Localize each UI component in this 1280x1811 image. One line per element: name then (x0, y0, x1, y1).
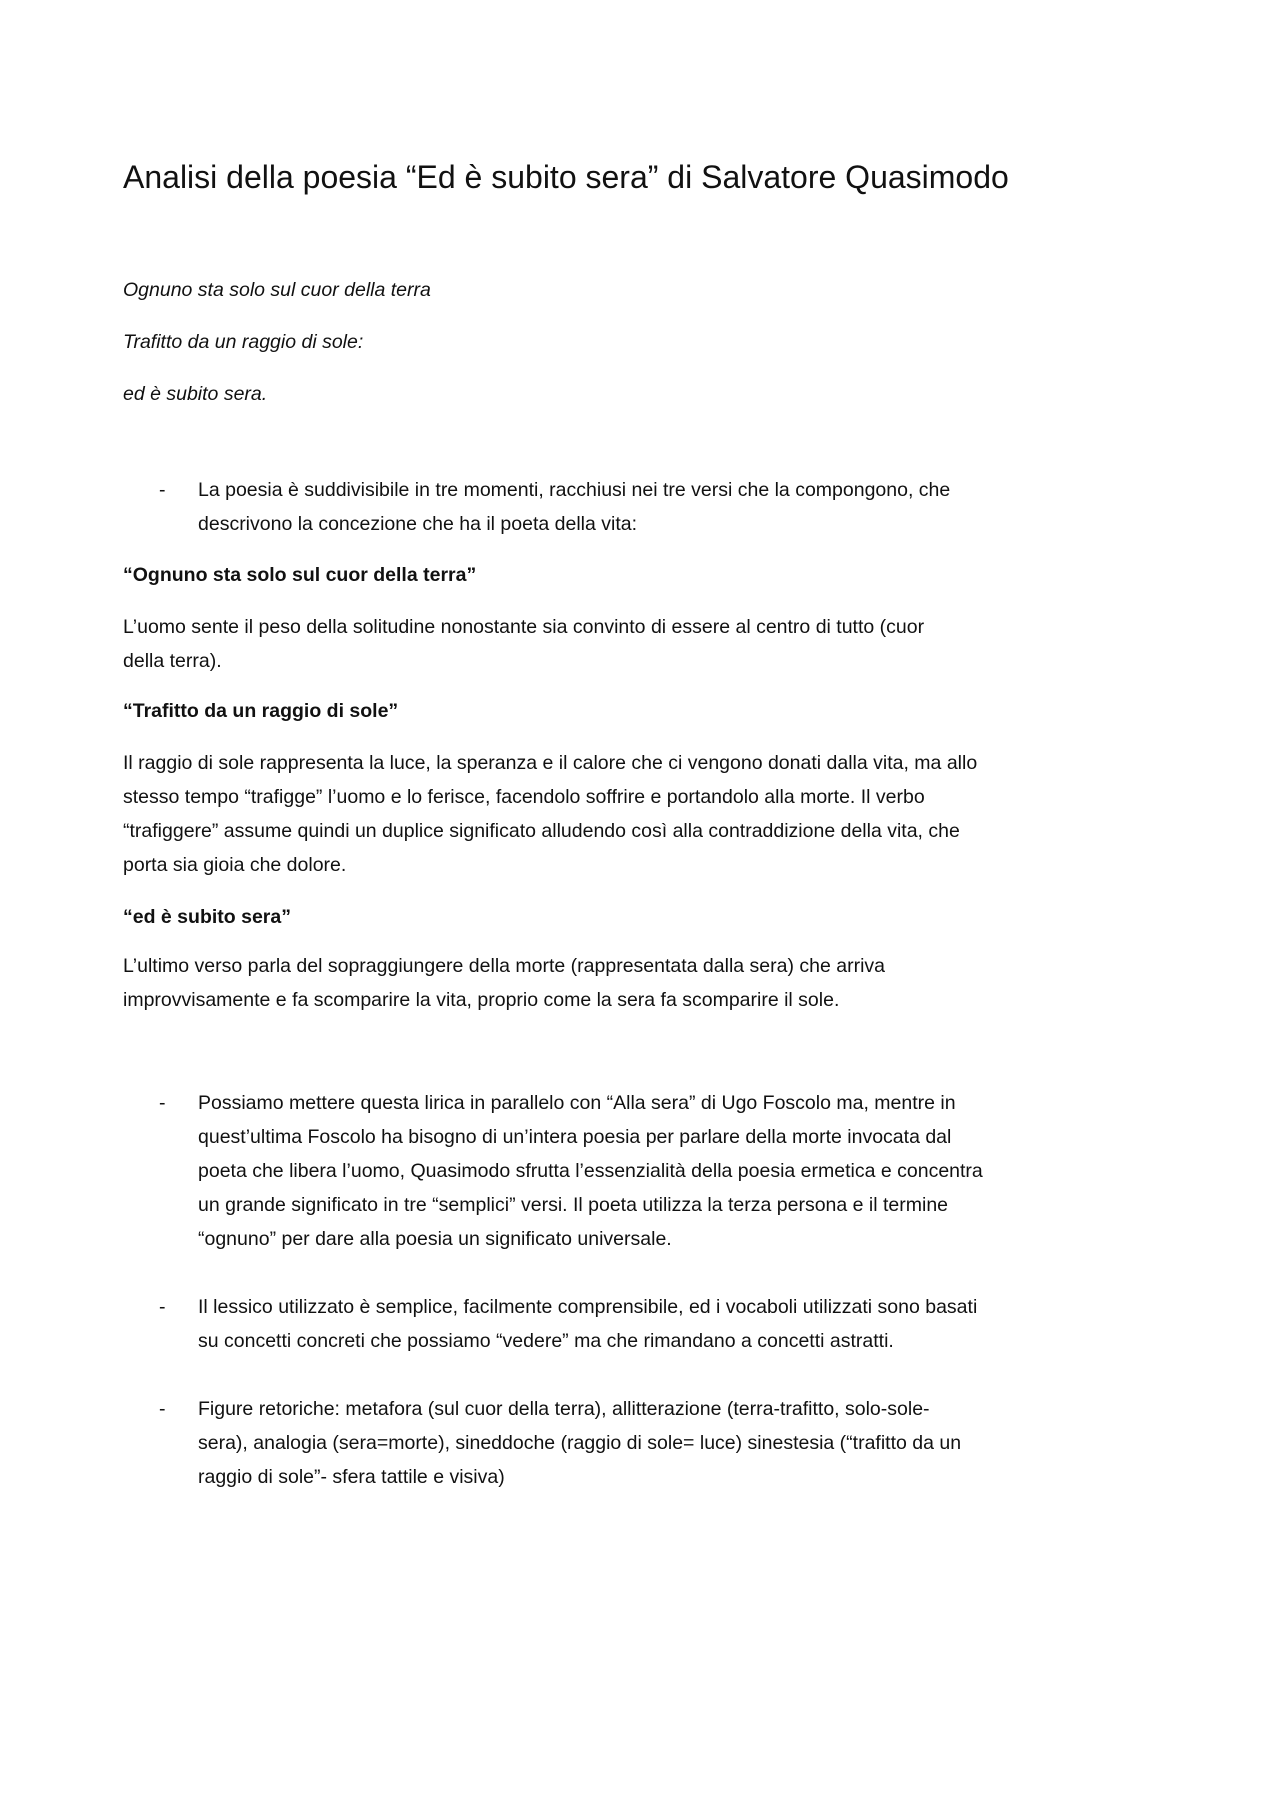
section-heading (123, 558, 476, 592)
page-title: Analisi della poesia “Ed è subito sera” di Salvatore Quasimodo (123, 159, 1009, 195)
text-line: Possiamo mettere questa lirica in parallelo con “Alla sera” di Ugo Foscolo ma, mentre in (198, 1092, 956, 1114)
bullet-dash: - (159, 479, 166, 501)
poem-line: Ognuno sta solo sul cuor della terra (123, 279, 431, 301)
heading-text: “ed è subito sera” (123, 906, 291, 928)
text-line: porta sia gioia che dolore. (123, 854, 347, 876)
section-heading (123, 900, 291, 934)
text-line: stesso tempo “trafigge” l’uomo e lo ferisce, facendolo soffrire e portandolo alla morte. Il verbo (123, 786, 925, 808)
text-line: raggio di sole”- sfera tattile e visiva) (198, 1466, 505, 1488)
poem-line: Trafitto da un raggio di sole: (123, 331, 364, 353)
section-paragraph (123, 746, 977, 882)
text-line: descrivono la concezione che ha il poeta della vita: (198, 513, 638, 535)
text-line: su concetti concreti che possiamo “vedere” ma che rimandano a concetti astratti. (198, 1330, 894, 1352)
section-heading (123, 694, 398, 728)
section-paragraph (123, 610, 924, 678)
bullet-dash: - (159, 1092, 166, 1114)
text-line: quest’ultima Foscolo ha bisogno di un’intera poesia per parlare della morte invocata dal (198, 1126, 952, 1148)
text-line: “trafiggere” assume quindi un duplice significato alludendo così alla contraddizione della vita, che (123, 820, 960, 842)
section-paragraph (123, 949, 885, 1017)
text-line: Il raggio di sole rappresenta la luce, la speranza e il calore che ci vengono donati dalla vita, ma allo (123, 752, 978, 774)
text-line: poeta che libera l’uomo, Quasimodo sfrutta l’essenzialità della poesia ermetica e concentra (198, 1160, 983, 1182)
text-line: sera), analogia (sera=morte), sineddoche (raggio di sole= luce) sinestesia (“trafitto da un (198, 1432, 962, 1454)
text-line: un grande significato in tre “semplici” versi. Il poeta utilizza la terza persona e il termine (198, 1194, 949, 1216)
text-line: della terra). (123, 650, 222, 672)
heading-text: “Ognuno sta solo sul cuor della terra” (123, 564, 477, 586)
poem-quote (123, 264, 431, 420)
text-line: “ognuno” per dare alla poesia un significato universale. (198, 1228, 672, 1250)
text-line: La poesia è suddivisibile in tre momenti, racchiusi nei tre versi che la compongono, che (198, 479, 951, 501)
heading-text: “Trafitto da un raggio di sole” (123, 700, 399, 722)
text-line: L’uomo sente il peso della solitudine nonostante sia convinto di essere al centro di tutto (cuor (123, 616, 925, 638)
text-line: L’ultimo verso parla del sopraggiungere della morte (rappresentata dalla sera) che arriva (123, 955, 885, 977)
bullet-dash: - (159, 1296, 166, 1318)
text-line: Figure retoriche: metafora (sul cuor della terra), allitterazione (terra-trafitto, solo-sole- (198, 1398, 930, 1420)
text-line: improvvisamente e fa scomparire la vita, proprio come la sera fa scomparire il sole. (123, 989, 840, 1011)
bullet-dash: - (159, 1398, 166, 1420)
text-line: Il lessico utilizzato è semplice, facilmente comprensibile, ed i vocaboli utilizzati sono basati (198, 1296, 978, 1318)
poem-line: ed è subito sera. (123, 383, 268, 405)
